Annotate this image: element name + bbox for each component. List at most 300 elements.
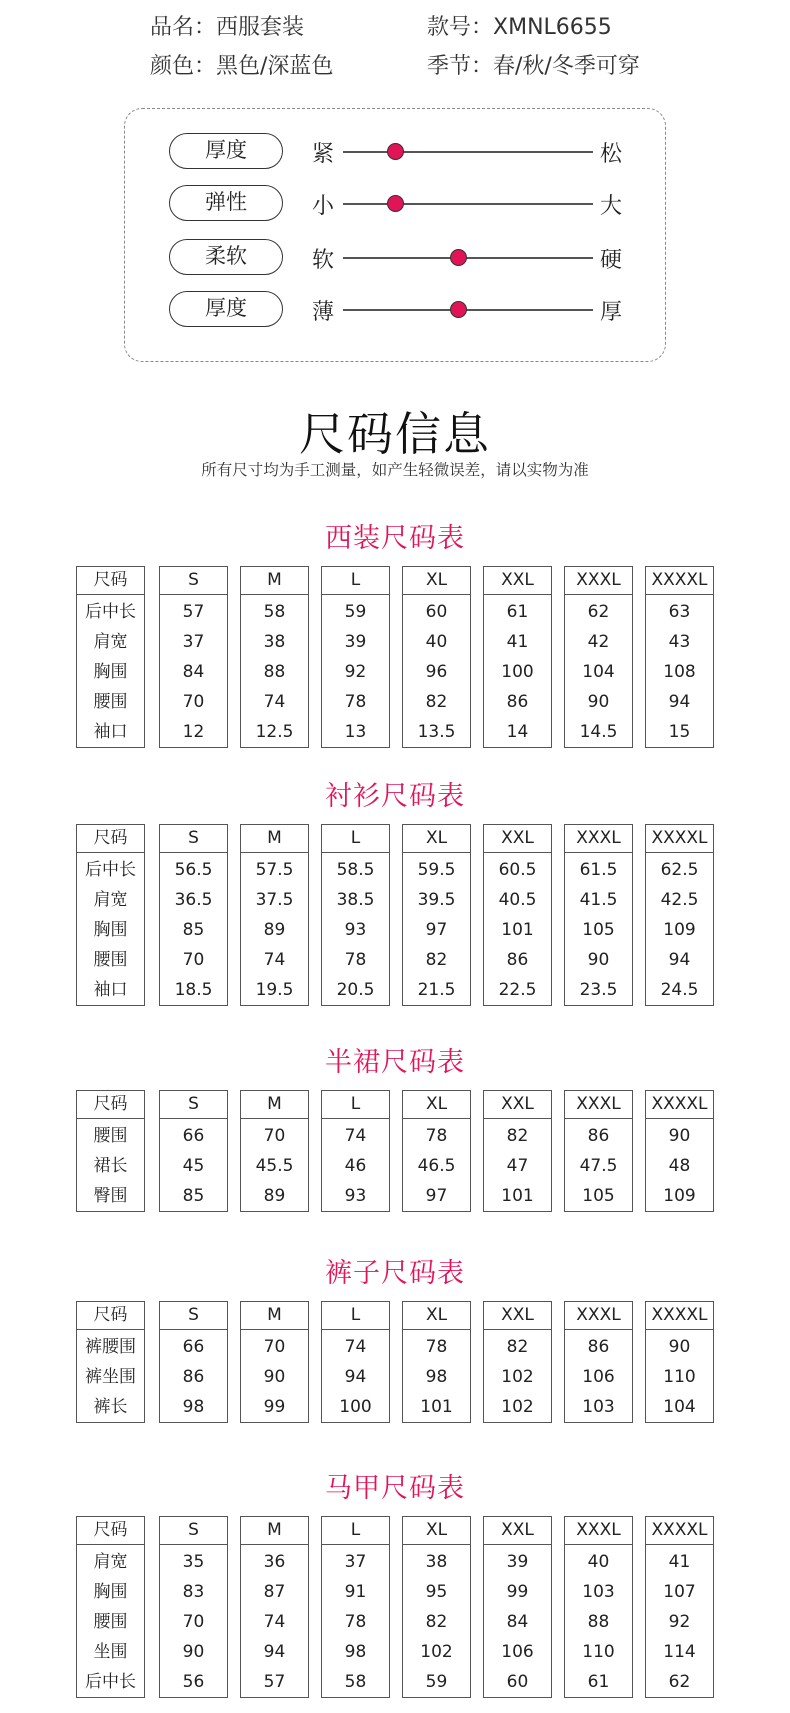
size-header: M — [241, 825, 308, 853]
table-cell: 46 — [344, 1156, 367, 1176]
table-cell: 42.5 — [660, 890, 699, 910]
row-label: 后中长 — [85, 602, 136, 622]
column-cells — [403, 595, 470, 747]
table-cell: 86 — [506, 950, 529, 970]
attribute-label: 厚度 — [169, 291, 283, 327]
size-column — [402, 824, 471, 1006]
size-header: M — [241, 567, 308, 595]
table-cell: 90 — [668, 1337, 691, 1357]
table-cell: 105 — [582, 920, 615, 940]
size-column — [483, 566, 552, 748]
size-column — [483, 1516, 552, 1698]
table-cell: 58 — [263, 602, 286, 622]
row-label: 坐围 — [93, 1642, 128, 1662]
row-label: 后中长 — [85, 1672, 136, 1692]
table-title-suit: 西装尺码表 — [325, 523, 465, 554]
table-cell: 100 — [339, 1397, 372, 1417]
column-cells — [646, 1330, 713, 1422]
row-label: 腰围 — [93, 1612, 128, 1632]
size-column — [321, 566, 390, 748]
row-label: 裙长 — [93, 1156, 128, 1176]
attribute-high-label: 大 — [600, 194, 623, 219]
table-cell: 12.5 — [255, 722, 294, 742]
table-cell: 78 — [344, 1612, 367, 1632]
table-cell: 63 — [668, 602, 691, 622]
attribute-high-label: 硬 — [600, 248, 623, 273]
table-cell: 86 — [587, 1337, 610, 1357]
attribute-track — [343, 257, 593, 259]
size-header: XXXXL — [646, 567, 713, 595]
table-cell: 41 — [506, 632, 529, 652]
size-header: XXXL — [565, 1091, 632, 1119]
table-cell: 95 — [425, 1582, 448, 1602]
size-header: S — [160, 567, 227, 595]
table-cell: 14.5 — [579, 722, 618, 742]
attribute-track — [343, 309, 593, 311]
product-season-value: 春/秋/冬季可穿 — [493, 54, 640, 79]
row-label-column — [76, 1090, 145, 1212]
attribute-panel — [124, 108, 666, 362]
column-cells — [565, 1545, 632, 1697]
table-cell: 57.5 — [255, 860, 294, 880]
size-header: XXL — [484, 567, 551, 595]
table-cell: 23.5 — [579, 980, 618, 1000]
table-cell: 60 — [425, 602, 448, 622]
size-header: L — [322, 825, 389, 853]
table-cell: 40 — [587, 1552, 610, 1572]
table-cell: 70 — [182, 950, 205, 970]
table-cell: 101 — [501, 1186, 534, 1206]
size-header: L — [322, 567, 389, 595]
size-column — [159, 1090, 228, 1212]
size-column — [240, 566, 309, 748]
attribute-thickness — [125, 289, 665, 329]
size-header: M — [241, 1091, 308, 1119]
size-column — [483, 1301, 552, 1423]
table-cell: 101 — [501, 920, 534, 940]
size-header: XXXL — [565, 1517, 632, 1545]
table-cell: 90 — [668, 1126, 691, 1146]
attribute-low-label: 紧 — [312, 142, 335, 167]
product-code — [427, 10, 612, 41]
table-cell: 66 — [182, 1337, 205, 1357]
table-cell: 89 — [263, 920, 286, 940]
table-cell: 37 — [344, 1552, 367, 1572]
attribute-indicator-dot — [387, 195, 404, 212]
table-cell: 46.5 — [417, 1156, 456, 1176]
table-cell: 88 — [263, 662, 286, 682]
size-column — [321, 1301, 390, 1423]
table-cell: 94 — [668, 950, 691, 970]
table-cell: 87 — [263, 1582, 286, 1602]
size-header: XXXL — [565, 825, 632, 853]
table-cell: 41.5 — [579, 890, 618, 910]
table-cell: 84 — [182, 662, 205, 682]
row-label: 胸围 — [93, 920, 128, 940]
attribute-track — [343, 151, 593, 153]
size-column — [240, 1301, 309, 1423]
row-label-column — [76, 566, 145, 748]
attribute-indicator-dot — [450, 301, 467, 318]
size-info-title: 尺码信息 — [299, 407, 491, 461]
size-column — [564, 824, 633, 1006]
size-column — [321, 1516, 390, 1698]
row-label: 臀围 — [93, 1186, 128, 1206]
table-cell: 45 — [182, 1156, 205, 1176]
table-cell: 82 — [425, 1612, 448, 1632]
attribute-label: 柔软 — [169, 239, 283, 275]
table-cell: 47 — [506, 1156, 529, 1176]
table-cell: 57 — [182, 602, 205, 622]
table-cell: 37.5 — [255, 890, 294, 910]
size-column — [564, 1516, 633, 1698]
size-column — [645, 566, 714, 748]
table-cell: 106 — [582, 1367, 615, 1387]
size-header: XXL — [484, 825, 551, 853]
size-header: L — [322, 1091, 389, 1119]
row-label: 肩宽 — [93, 632, 128, 652]
table-cell: 40.5 — [498, 890, 537, 910]
column-cells — [160, 853, 227, 1005]
size-column — [645, 824, 714, 1006]
column-cells — [565, 595, 632, 747]
column-cells — [241, 595, 308, 747]
table-cell: 85 — [182, 920, 205, 940]
size-column — [159, 566, 228, 748]
table-cell: 78 — [425, 1337, 448, 1357]
table-cell: 97 — [425, 920, 448, 940]
table-cell: 82 — [425, 692, 448, 712]
attribute-low-label: 小 — [312, 194, 335, 219]
table-cell: 41 — [668, 1552, 691, 1572]
row-label: 袖口 — [93, 980, 128, 1000]
table-cell: 13 — [344, 722, 367, 742]
table-cell: 47.5 — [579, 1156, 618, 1176]
column-cells — [646, 1545, 713, 1697]
attribute-low-label: 薄 — [312, 300, 335, 325]
table-cell: 70 — [263, 1337, 286, 1357]
table-cell: 39 — [506, 1552, 529, 1572]
attribute-track — [343, 203, 593, 205]
table-cell: 61 — [587, 1672, 610, 1692]
attribute-elasticity — [125, 183, 665, 223]
size-header: XXL — [484, 1091, 551, 1119]
column-cells — [77, 1330, 144, 1422]
table-cell: 22.5 — [498, 980, 537, 1000]
size-header: XXXL — [565, 1302, 632, 1330]
table-title-vest: 马甲尺码表 — [325, 1473, 465, 1504]
product-name-value: 西服套装 — [216, 15, 305, 40]
column-cells — [565, 1119, 632, 1211]
column-cells — [241, 1330, 308, 1422]
size-header: XXXXL — [646, 1091, 713, 1119]
size-header: XL — [403, 1091, 470, 1119]
column-cells — [241, 1545, 308, 1697]
table-cell: 93 — [344, 920, 367, 940]
size-column — [402, 1516, 471, 1698]
table-cell: 98 — [425, 1367, 448, 1387]
column-cells — [403, 853, 470, 1005]
attribute-label: 厚度 — [169, 133, 283, 169]
column-cells — [484, 1119, 551, 1211]
column-cells — [160, 1330, 227, 1422]
table-cell: 38 — [425, 1552, 448, 1572]
table-cell: 89 — [263, 1186, 286, 1206]
row-label: 袖口 — [93, 722, 128, 742]
table-cell: 57 — [263, 1672, 286, 1692]
table-cell: 74 — [263, 692, 286, 712]
table-cell: 93 — [344, 1186, 367, 1206]
table-cell: 56 — [182, 1672, 205, 1692]
row-label: 腰围 — [93, 1126, 128, 1146]
attribute-high-label: 厚 — [600, 300, 623, 325]
product-code-label: 款号： — [427, 15, 494, 40]
table-cell: 86 — [182, 1367, 205, 1387]
row-label: 裤腰围 — [85, 1337, 136, 1357]
table-cell: 99 — [263, 1397, 286, 1417]
size-column — [159, 1516, 228, 1698]
size-info-subtitle: 所有尺寸均为手工测量，如产生轻微误差，请以实物为准 — [201, 461, 589, 479]
table-cell: 90 — [263, 1367, 286, 1387]
size-header: XL — [403, 1302, 470, 1330]
table-cell: 56.5 — [174, 860, 213, 880]
table-cell: 104 — [663, 1397, 696, 1417]
table-cell: 48 — [668, 1156, 691, 1176]
table-cell: 36.5 — [174, 890, 213, 910]
table-cell: 108 — [663, 662, 696, 682]
column-cells — [484, 595, 551, 747]
table-cell: 60.5 — [498, 860, 537, 880]
table-cell: 36 — [263, 1552, 286, 1572]
product-color-value: 黑色/深蓝色 — [216, 54, 334, 79]
size-column — [645, 1516, 714, 1698]
table-cell: 82 — [425, 950, 448, 970]
table-cell: 24.5 — [660, 980, 699, 1000]
row-label: 肩宽 — [93, 890, 128, 910]
table-cell: 62 — [668, 1672, 691, 1692]
size-column — [402, 566, 471, 748]
table-cell: 13.5 — [417, 722, 456, 742]
table-cell: 70 — [182, 1612, 205, 1632]
table-cell: 60 — [506, 1672, 529, 1692]
product-season — [427, 49, 640, 80]
size-header: S — [160, 1517, 227, 1545]
table-cell: 100 — [501, 662, 534, 682]
table-cell: 40 — [425, 632, 448, 652]
table-cell: 98 — [182, 1397, 205, 1417]
attribute-indicator-dot — [387, 143, 404, 160]
column-cells — [322, 853, 389, 1005]
table-cell: 94 — [668, 692, 691, 712]
size-header: XXL — [484, 1302, 551, 1330]
column-cells — [77, 595, 144, 747]
table-cell: 74 — [263, 950, 286, 970]
size-header: XXXXL — [646, 1302, 713, 1330]
table-cell: 78 — [344, 950, 367, 970]
size-column — [564, 1301, 633, 1423]
row-label-column — [76, 1516, 145, 1698]
size-header: XXL — [484, 1517, 551, 1545]
size-column — [240, 1516, 309, 1698]
table-cell: 15 — [668, 722, 691, 742]
size-header: XXXXL — [646, 1517, 713, 1545]
table-cell: 92 — [668, 1612, 691, 1632]
size-column — [159, 824, 228, 1006]
size-header: M — [241, 1517, 308, 1545]
column-cells — [646, 1119, 713, 1211]
table-cell: 45.5 — [255, 1156, 294, 1176]
size-column — [240, 1090, 309, 1212]
table-cell: 104 — [582, 662, 615, 682]
table-cell: 61 — [506, 602, 529, 622]
product-color-label: 颜色： — [150, 54, 217, 79]
column-cells — [646, 853, 713, 1005]
table-cell: 38.5 — [336, 890, 375, 910]
size-header: L — [322, 1302, 389, 1330]
column-cells — [160, 1119, 227, 1211]
table-cell: 105 — [582, 1186, 615, 1206]
table-cell: 14 — [506, 722, 529, 742]
table-cell: 82 — [506, 1337, 529, 1357]
column-cells — [241, 853, 308, 1005]
table-cell: 35 — [182, 1552, 205, 1572]
table-cell: 70 — [182, 692, 205, 712]
table-cell: 59 — [425, 1672, 448, 1692]
table-cell: 18.5 — [174, 980, 213, 1000]
table-cell: 19.5 — [255, 980, 294, 1000]
table-cell: 86 — [506, 692, 529, 712]
size-column — [483, 1090, 552, 1212]
table-cell: 110 — [663, 1367, 696, 1387]
table-cell: 102 — [501, 1397, 534, 1417]
size-column — [402, 1090, 471, 1212]
column-cells — [565, 1330, 632, 1422]
product-color — [150, 49, 333, 80]
column-cells — [322, 1330, 389, 1422]
table-cell: 88 — [587, 1612, 610, 1632]
table-cell: 39.5 — [417, 890, 456, 910]
table-cell: 58.5 — [336, 860, 375, 880]
table-cell: 61.5 — [579, 860, 618, 880]
table-cell: 114 — [663, 1642, 696, 1662]
table-cell: 62.5 — [660, 860, 699, 880]
table-cell: 101 — [420, 1397, 453, 1417]
table-cell: 102 — [501, 1367, 534, 1387]
column-cells — [160, 595, 227, 747]
table-cell: 109 — [663, 1186, 696, 1206]
label-header: 尺码 — [77, 1517, 144, 1545]
table-title-skirt: 半裙尺码表 — [325, 1047, 465, 1078]
product-code-value: XMNL6655 — [493, 15, 612, 40]
attribute-label: 弹性 — [169, 185, 283, 221]
size-column — [645, 1301, 714, 1423]
column-cells — [403, 1330, 470, 1422]
table-cell: 66 — [182, 1126, 205, 1146]
table-cell: 74 — [344, 1126, 367, 1146]
attribute-softness — [125, 237, 665, 277]
table-cell: 94 — [344, 1367, 367, 1387]
size-column — [564, 1090, 633, 1212]
size-column — [564, 566, 633, 748]
table-cell: 99 — [506, 1582, 529, 1602]
row-label: 腰围 — [93, 692, 128, 712]
label-header: 尺码 — [77, 825, 144, 853]
column-cells — [484, 1330, 551, 1422]
table-cell: 92 — [344, 662, 367, 682]
attribute-thickness-fit — [125, 131, 665, 171]
size-column — [321, 1090, 390, 1212]
table-title-pants: 裤子尺码表 — [325, 1258, 465, 1289]
table-cell: 103 — [582, 1582, 615, 1602]
table-cell: 21.5 — [417, 980, 456, 1000]
label-header: 尺码 — [77, 1302, 144, 1330]
size-column — [159, 1301, 228, 1423]
table-cell: 12 — [182, 722, 205, 742]
row-label: 裤长 — [93, 1397, 128, 1417]
table-cell: 43 — [668, 632, 691, 652]
size-header: S — [160, 825, 227, 853]
row-label: 裤坐围 — [85, 1367, 136, 1387]
table-cell: 59 — [344, 602, 367, 622]
attribute-indicator-dot — [450, 249, 467, 266]
table-cell: 58 — [344, 1672, 367, 1692]
row-label-column — [76, 1301, 145, 1423]
table-cell: 78 — [425, 1126, 448, 1146]
table-cell: 42 — [587, 632, 610, 652]
table-cell: 90 — [587, 692, 610, 712]
table-cell: 90 — [587, 950, 610, 970]
column-cells — [160, 1545, 227, 1697]
row-label-column — [76, 824, 145, 1006]
size-column — [321, 824, 390, 1006]
size-header: XXXL — [565, 567, 632, 595]
row-label: 胸围 — [93, 662, 128, 682]
table-title-shirt: 衬衫尺码表 — [325, 781, 465, 812]
label-header: 尺码 — [77, 567, 144, 595]
table-cell: 94 — [263, 1642, 286, 1662]
size-column — [240, 824, 309, 1006]
column-cells — [77, 853, 144, 1005]
column-cells — [484, 1545, 551, 1697]
table-cell: 39 — [344, 632, 367, 652]
product-season-label: 季节： — [427, 54, 494, 79]
table-cell: 83 — [182, 1582, 205, 1602]
product-name-label: 品名： — [150, 15, 217, 40]
column-cells — [484, 853, 551, 1005]
size-header: XL — [403, 1517, 470, 1545]
table-cell: 103 — [582, 1397, 615, 1417]
attribute-high-label: 松 — [600, 142, 623, 167]
table-cell: 86 — [587, 1126, 610, 1146]
table-cell: 59.5 — [417, 860, 456, 880]
table-cell: 91 — [344, 1582, 367, 1602]
row-label: 腰围 — [93, 950, 128, 970]
row-label: 肩宽 — [93, 1552, 128, 1572]
attribute-low-label: 软 — [312, 248, 335, 273]
table-cell: 102 — [420, 1642, 453, 1662]
table-cell: 85 — [182, 1186, 205, 1206]
column-cells — [241, 1119, 308, 1211]
table-cell: 70 — [263, 1126, 286, 1146]
table-cell: 38 — [263, 632, 286, 652]
size-header: XXXXL — [646, 825, 713, 853]
table-cell: 107 — [663, 1582, 696, 1602]
table-cell: 106 — [501, 1642, 534, 1662]
row-label: 胸围 — [93, 1582, 128, 1602]
column-cells — [565, 853, 632, 1005]
table-cell: 84 — [506, 1612, 529, 1632]
table-cell: 20.5 — [336, 980, 375, 1000]
